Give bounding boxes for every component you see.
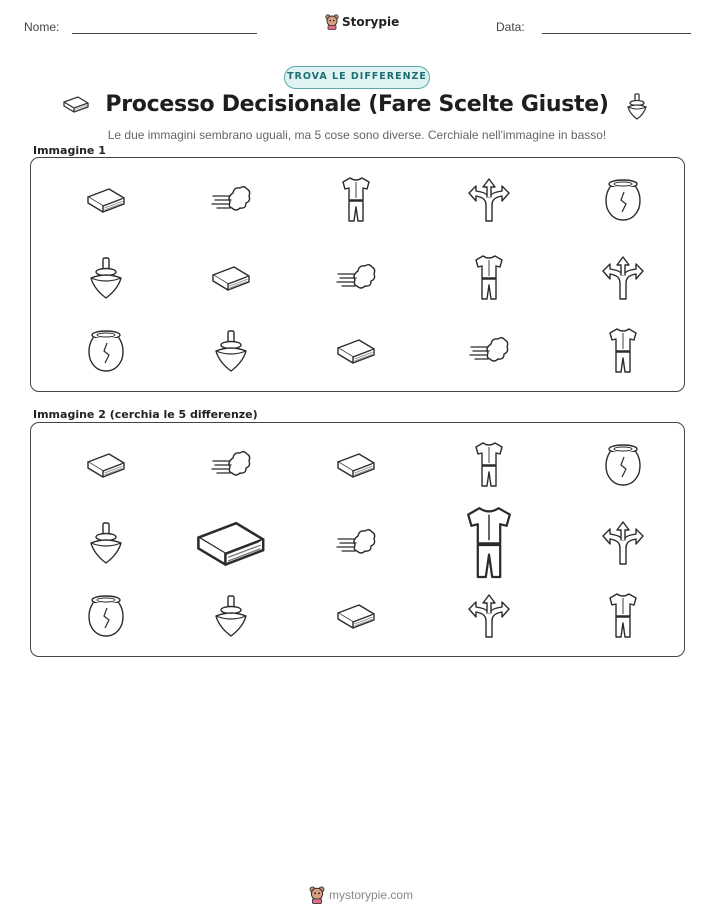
clothes-icon	[341, 176, 371, 224]
pot-icon	[603, 178, 643, 222]
clothes-icon	[608, 327, 638, 375]
clothes-icon	[474, 254, 504, 302]
arrows-icon	[467, 177, 511, 223]
pot-icon[interactable]	[603, 443, 643, 487]
book-icon[interactable]	[193, 516, 269, 570]
clothes-icon[interactable]	[465, 505, 513, 582]
bear-logo-icon	[309, 886, 325, 904]
spinning-top-icon	[626, 93, 648, 125]
image1-panel	[30, 157, 685, 392]
section1-label: Immagine 1	[33, 144, 106, 157]
image2-panel[interactable]	[30, 422, 685, 657]
spinning-top-icon[interactable]	[89, 521, 123, 565]
wind-icon[interactable]	[336, 528, 376, 558]
clothes-icon[interactable]	[474, 441, 504, 489]
book-icon[interactable]	[335, 601, 377, 631]
section2-label: Immagine 2 (cerchia le 5 differenze)	[33, 408, 258, 421]
instructions: Le due immagini sembrano uguali, ma 5 cose sono diverse. Cerchiale nell'immagine in basso!	[107, 128, 607, 142]
clothes-icon[interactable]	[608, 592, 638, 640]
book-icon	[335, 336, 377, 366]
date-line[interactable]	[542, 33, 691, 34]
wind-icon	[469, 336, 509, 366]
wind-icon	[211, 185, 251, 215]
arrows-icon[interactable]	[601, 520, 645, 566]
spinning-top-icon[interactable]	[214, 594, 248, 638]
wind-icon[interactable]	[211, 450, 251, 480]
pot-icon	[86, 329, 126, 373]
name-line[interactable]	[72, 33, 257, 34]
spinning-top-icon	[89, 256, 123, 300]
date-label: Data:	[496, 20, 525, 34]
arrows-icon	[601, 255, 645, 301]
footer-site[interactable]: mystorypie.com	[329, 888, 414, 902]
activity-badge: TROVA LE DIFFERENZE	[284, 66, 430, 89]
book-icon[interactable]	[85, 450, 127, 480]
book-icon	[210, 263, 252, 293]
book-icon[interactable]	[335, 450, 377, 480]
spinning-top-icon	[214, 329, 248, 373]
brand-name: Storypie	[342, 15, 400, 29]
arrows-icon[interactable]	[467, 593, 511, 639]
book-icon	[85, 185, 127, 215]
footer	[309, 886, 413, 904]
name-label: Nome:	[24, 20, 60, 34]
page-title: Processo Decisionale (Fare Scelte Giuste)	[105, 92, 609, 117]
bear-logo-icon	[325, 14, 339, 30]
brand	[325, 14, 399, 30]
pot-icon[interactable]	[86, 594, 126, 638]
wind-icon	[336, 263, 376, 293]
